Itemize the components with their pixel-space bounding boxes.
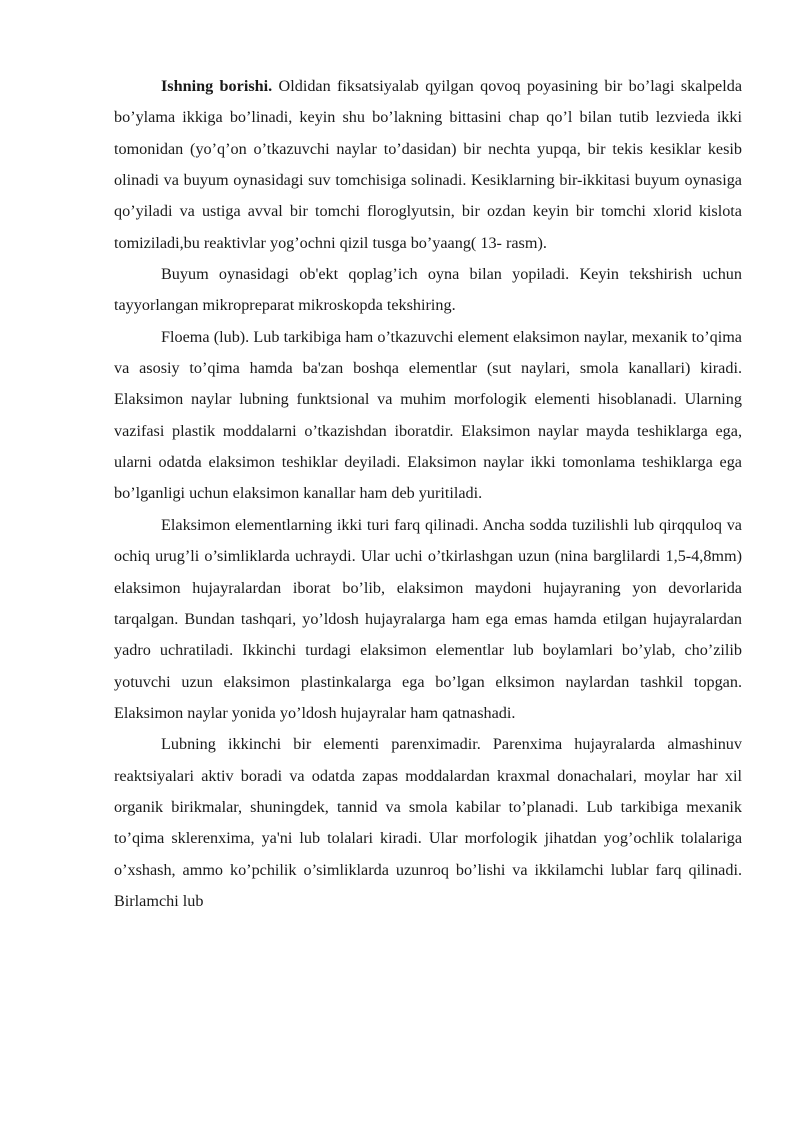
paragraph-text: Floema (lub). Lub tarkibiga ham o’tkazuvchi element elaksimon naylar, mexanik to’qima va asosiy to’qima hamda ba'zan boshqa elementlar (sut naylari, smola kanallari) kiradi. Elaksimon naylar lubning funktsional va muhim morfologik elementi hisoblanadi. Ularning vazifasi plastik moddalarni o’tkazishdan iboratdir. Elaksimon naylar mayda teshiklarga ega, ularni odatda elaksimon teshiklar deyiladi. Elaksimon naylar ikki tomonlama teshiklarga ega bo’lganligi uchun elaksimon kanallar ham deb yuritiladi. [114, 327, 742, 503]
paragraph-sieve-elements [114, 510, 742, 729]
paragraph-text: Buyum oynasidagi ob'ekt qoplag’ich oyna bilan yopiladi. Keyin tekshirish uchun tayyorlangan mikropreparat mikroskopda tekshiring. [114, 265, 742, 315]
paragraph-lead: Ishning borishi. [161, 77, 273, 95]
paragraph-text: Oldidan fiksatsiyalab qyilgan qovoq poyasining bir bo’lagi skalpelda bo’ylama ikkiga bo’linadi, keyin shu bo’lakning bittasini chap qo’l bilan tutib lezvieda ikki tomonidan (yo’q’on o’tkazuvchi naylar to’dasidan) bir nechta yupqa, bir tekis kesiklar kesib olinadi va buyum oynasidagi suv tomchisiga solinadi. Kesiklarning bir-ikkitasi buyum oynasiga qo’yiladi va ustiga avval bir tomchi floroglyutsin, bir ozdan keyin bir tomchi xlorid kislota tomiziladi,bu reaktivlar yog’ochni qizil tusga bo’yaang( 13- rasm). [114, 77, 743, 252]
paragraph-text: Elaksimon elementlarning ikki turi farq qilinadi. Ancha sodda tuzilishli lub qirqquloq va ochiq urug’li o’simliklarda uchraydi. Ular uchi o’tkirlashgan uzun (nina barglilardi 1,5-4,8mm) elaksimon hujayralardan iborat bo’lib, elaksimon maydoni hujayraning yon devorlarida tarqalgan. Bundan tashqari, yo’ldosh hujayralarga ham ega emas hamda etilgan hujayralardan yadro uchratiladi. Ikkinchi turdagi elaksimon elementlar lub boylamlari bo’ylab, cho’zilib yotuvchi uzun elaksimon plastinkalarga ega bo’lgan elksimon naylardan tashkil topgan. Elaksimon naylar yonida yo’ldosh hujayralar ham qatnashadi. [114, 515, 742, 722]
paragraph-procedure [114, 71, 742, 259]
document-page [114, 71, 742, 917]
paragraph-parenchyma [114, 729, 742, 917]
paragraph-floema [114, 322, 742, 510]
paragraph-text: Lubning ikkinchi bir elementi parenximadir. Parenxima hujayralarda almashinuv reaktsiyalari aktiv boradi va odatda zapas moddalardan kraxmal donachalari, moylar har xil organik birikmalar, shuningdek, tannid va smola kabilar to’planadi. Lub tarkibiga mexanik to’qima sklerenxima, ya'ni lub tolalari kiradi. Ular morfologik jihatdan yog’ochlik tolalariga o’xshash, ammo ko’pchilik o’simliklarda uzunroq bo’lishi va ikkilamchi lublar farq qilinadi. Birlamchi lub [114, 735, 742, 910]
paragraph-slide-cover [114, 259, 742, 322]
